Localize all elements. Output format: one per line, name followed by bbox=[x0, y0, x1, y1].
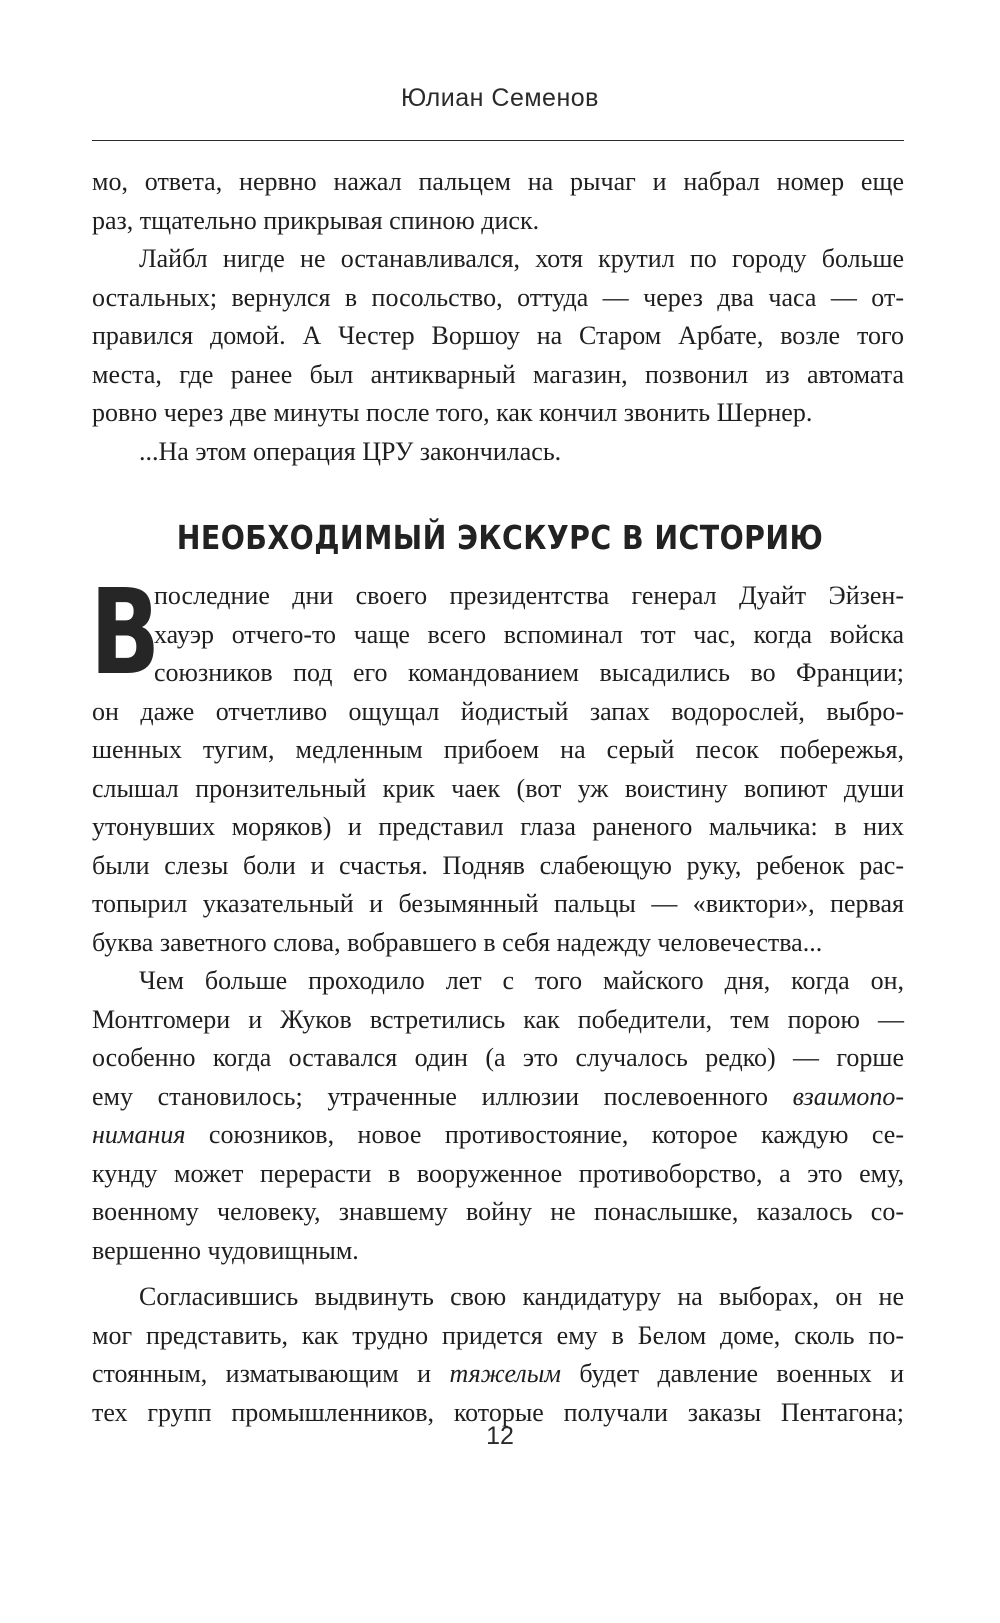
text-line: ровно через две минуты после того, как кончил звонить Шернер. bbox=[92, 398, 813, 427]
drop-cap: В bbox=[90, 563, 161, 701]
text-line: остальных; вернулся в посольство, оттуда — через два часа — от- bbox=[92, 282, 904, 312]
italic-run: тяжелым bbox=[449, 1359, 561, 1388]
text-line: мог представить, как трудно придется ему в Белом доме, сколь по- bbox=[92, 1320, 904, 1350]
text-run: союзников, новое противостояние, которое каждую се- bbox=[185, 1120, 904, 1149]
text-line: утонувших моряков) и представил глаза раненого мальчика: в них bbox=[92, 812, 904, 841]
text-line: мо, ответа, нервно нажал пальцем на рычаг и набрал номер еще bbox=[92, 167, 904, 196]
text-line: были слезы боли и счастья. Подняв слабеющую руку, ребенок рас- bbox=[92, 850, 904, 880]
text-line: союзников под его командованием высадились во Франции; bbox=[154, 658, 904, 687]
text-line: военному человеку, знавшему войну не понаслышке, казалось со- bbox=[92, 1197, 904, 1226]
text-line: ...На этом операция ЦРУ закончилась. bbox=[139, 436, 562, 466]
text-run: ему становилось; утраченные иллюзии послевоенного bbox=[92, 1081, 793, 1111]
text-line: Лайбл нигде не останавливался, хотя крутил по городу больше bbox=[139, 244, 904, 273]
text-line: топырил указательный и безымянный пальцы — «виктори», первая bbox=[92, 889, 904, 918]
page-number: 12 bbox=[486, 1422, 514, 1450]
text-line: места, где ранее был антикварный магазин, позвонил из автомата bbox=[92, 359, 904, 389]
section-ending-text bbox=[92, 163, 904, 471]
text-line: кунду может перерасти в вооруженное противоборство, а это ему, bbox=[92, 1158, 904, 1188]
italic-run: нимания bbox=[92, 1120, 186, 1149]
text-line: последние дни своего президентства генерал Дуайт Эйзен- bbox=[154, 581, 904, 610]
text-line: правился домой. А Честер Воршоу на Старом Арбате, возле того bbox=[92, 321, 904, 350]
text-line: Согласившись выдвинуть свою кандидатуру на выборах, он не bbox=[139, 1282, 904, 1311]
text-run: стоянным, изматывающим и bbox=[92, 1359, 450, 1388]
italic-run: взаимопо- bbox=[792, 1081, 904, 1111]
text-line: Монтгомери и Жуков встретились как победители, тем порою — bbox=[92, 1004, 904, 1034]
text-line: он даже отчетливо ощущал йодистый запах водорослей, выбро- bbox=[92, 696, 904, 726]
text-run: будет давление военных и bbox=[560, 1359, 905, 1388]
text-line bbox=[92, 1116, 904, 1155]
text-line: Чем больше проходило лет с того майского дня, когда он, bbox=[139, 966, 904, 995]
text-line: вершенно чудовищным. bbox=[92, 1235, 359, 1265]
text-line: буква заветного слова, вобравшего в себя надежду человечества... bbox=[92, 927, 823, 957]
chapter-body-text bbox=[90, 563, 905, 1432]
header-rule bbox=[92, 140, 904, 141]
text-line: особенно когда оставался один (а это случалось редко) — горше bbox=[92, 1043, 904, 1072]
text-line: шенных тугим, медленным прибоем на серый песок побережья, bbox=[92, 735, 904, 764]
text-line: тех групп промышленников, которые получали заказы Пентагона; bbox=[92, 1397, 904, 1427]
text-line bbox=[92, 1355, 904, 1394]
text-line: раз, тщательно прикрывая спиною диск. bbox=[92, 205, 540, 235]
text-line bbox=[92, 1078, 904, 1117]
chapter-heading: НЕОБХОДИМЫЙ ЭКСКУРС В ИСТОРИЮ bbox=[176, 518, 824, 557]
running-head-author: Юлиан Семенов bbox=[401, 84, 599, 112]
text-line: хауэр отчего-то чаще всего вспоминал тот час, когда войска bbox=[154, 619, 904, 649]
text-line: слышал пронзительный крик чаек (вот уж воистину вопиют души bbox=[92, 773, 904, 803]
